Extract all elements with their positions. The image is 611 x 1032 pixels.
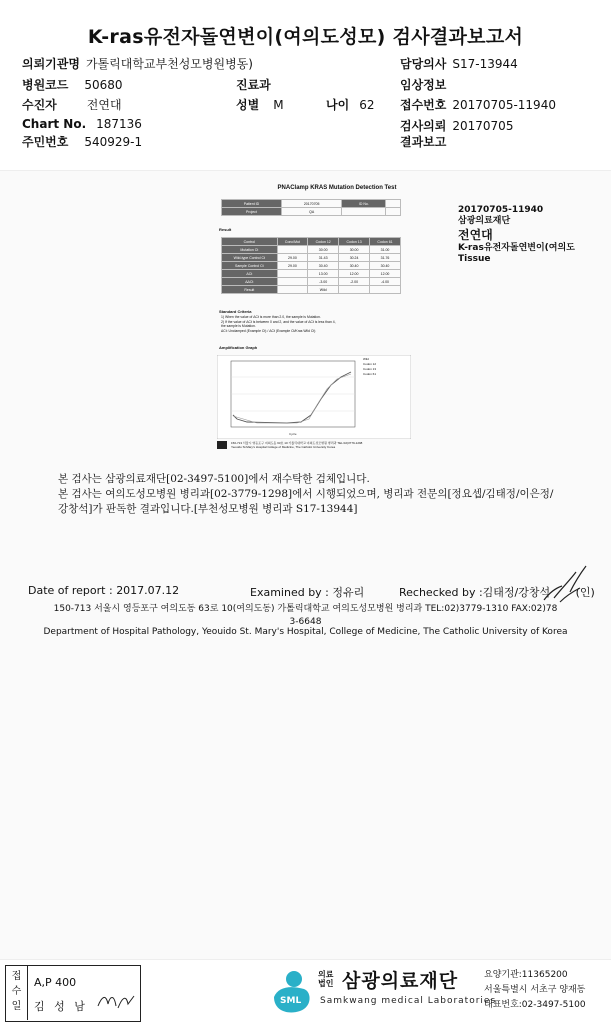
table-cell: 31.43 [308,254,339,262]
table-cell: 30.24 [339,254,370,262]
table-row [222,270,401,278]
brand-phone: 대표번호:02-3497-5100 [484,1000,586,1010]
table-cell: -3.00 [308,278,339,286]
table-row [222,200,401,208]
brand-info [484,968,586,1013]
remarks-line: 강창석]가 판독한 결과입니다.[부천성모병원 병리과 S17-13944] [58,503,358,515]
doctor-value: S17-13944 [452,57,518,71]
department-row [236,76,277,93]
remarks-line: 본 검사는 삼광의료재단[02-3497-5100]에서 재수탁한 검체입니다. [58,473,370,485]
legend-item: Codon 12 [363,362,377,366]
hospital-code-value: 50680 [84,78,123,92]
sex-value: M [273,98,284,112]
resident-label: 주민번호 [22,135,69,149]
doctor-label: 담당의사 [400,57,447,71]
rechecked-value: 김태정/강창석 [482,586,551,599]
recipient-label: 수진자 [22,98,57,112]
table-cell: 29.00 [277,262,308,270]
table-cell: 31.76 [370,254,401,262]
table-cell: Wild-type Control Ct [222,254,278,262]
table-cell: Control [222,238,278,246]
table-row [222,278,401,286]
scan-footer-line: 150-713 서울시 영등포구 여의도동 63호 10 가톨릭대학교 여의도성모병원 병리과 TEL:02)3779-1298 [231,441,363,445]
seal-text: (인) [575,586,595,599]
scan-standard-text [221,315,401,333]
brand-address: 서울특별시 서초구 양재동 [484,985,586,995]
signature-icon [540,562,590,606]
department-footer: Department of Hospital Pathology, Yeouido St. Mary's Hospital, College of Medicine, The Catholic University of Korea [43,627,568,637]
table-cell: 12.00 [339,270,370,278]
table-cell: Codon 61 [370,238,401,246]
table-cell [277,246,308,254]
table-cell: 30.00 [308,246,339,254]
table-cell [277,278,308,286]
table-cell: Project [222,208,282,216]
table-cell: 13.00 [308,270,339,278]
table-cell: ID No. [342,200,386,208]
scan-footer [231,441,411,449]
sex-label: 성별 [236,98,260,112]
receipt-stamp [5,965,141,1022]
table-cell: 29.00 [277,254,308,262]
brand-name: 삼광의료재단 [342,970,459,992]
remarks-paragraph [58,472,558,517]
table-row [222,246,401,254]
institution-row [22,55,253,72]
scan-standard-heading: Standard Criteria [219,309,252,314]
table-cell: ΔΔCt [222,278,278,286]
report-date [28,584,179,597]
age-value: 62 [359,98,375,112]
resident-value: 540929-1 [84,135,143,149]
table-cell: 31.00 [370,246,401,254]
sex-row [236,96,284,113]
stamp-test: K-ras유전자돌연변이(여의도 [458,243,575,253]
sml-logo-text: SML [280,996,302,1006]
table-cell: Sample Control Ct [222,262,278,270]
chart-label: Chart No. [22,117,87,131]
receipt-no-label: 접수번호 [400,98,447,112]
receipt-side-label [6,966,28,1020]
address-line: 150-713 서울시 영등포구 여의도동 63로 10(여의도동) 가톨릭대학교 여의도성모병원 병리과 TEL:02)3779-1310 FAX:02)78 [53,604,558,614]
examined-by [250,584,364,600]
age-row [326,96,374,113]
legend-item: Codon 13 [363,367,377,371]
table-row [222,262,401,270]
sample-label [458,205,575,265]
brand-english: Samkwang medical Laboratories [320,996,497,1006]
receipt-signature-icon [96,990,136,1012]
chart-value: 187136 [96,117,142,131]
table-row [222,238,401,246]
recipient-row [22,96,122,113]
stamp-name: 전연대 [458,228,493,242]
scan-amplification-heading: Amplification Graph [219,345,258,350]
legend-item: Wild [363,357,369,361]
table-cell: Wild [308,286,339,294]
result-report-row [400,133,446,150]
result-report-label: 결과보고 [400,135,447,149]
legend-item: Codon 61 [363,372,377,376]
table-cell: Conc/Mut [277,238,308,246]
table-cell [277,286,308,294]
graph-caption: Cycle [289,432,297,436]
table-cell: -2.00 [339,278,370,286]
report-title: K-ras유전자돌연변이(여의도성모) 검사결과보고서 [87,26,524,48]
brand-code: 요양기관:11365200 [484,970,568,980]
table-cell: ΔCt [222,270,278,278]
request-row [400,117,513,134]
receipt-name: 김 성 남 [34,1000,88,1013]
scan-result-heading: Result [219,227,232,232]
table-row [222,286,401,294]
table-cell: 12.00 [370,270,401,278]
chart-row [22,117,142,131]
receipt-side-text: 접수일 [11,971,22,1012]
rechecked-label: Rechecked by : [399,586,483,599]
clinical-label: 임상정보 [400,78,447,92]
table-cell: 30.40 [308,262,339,270]
table-cell: 30.40 [339,262,370,270]
table-cell: Result [222,286,278,294]
recipient-value: 전연대 [86,98,122,112]
standard-line: ΔCt: Unclamped (Example Ct) / ΔCt (Example Ct/Kras Wild Ct) [221,328,316,333]
table-cell: 30.40 [370,262,401,270]
table-cell: -4.00 [370,278,401,286]
department-label: 진료과 [236,78,271,92]
table-cell [386,208,401,216]
table-cell: Mutation Ct [222,246,278,254]
stamp-specimen: Tissue [458,254,491,264]
stamp-receipt: 20170705-11940 [458,205,544,215]
examined-value: 정유리 [332,586,365,599]
report-date-value: 2017.07.12 [116,584,180,597]
address-line: 3-6648 [289,617,322,627]
scan-head-table [221,199,401,216]
corp-label-line: 의료 [318,970,334,979]
sml-logo-icon [270,967,314,1017]
standard-line: 1) When the value of ΔCt is more than 2.0, the sample is Mutation. [221,315,321,319]
table-cell: 30.00 [339,246,370,254]
table-cell: QA [281,208,342,216]
institution-label: 의뢰기관명 [22,57,80,71]
amplification-graph [217,355,411,439]
table-cell: Codon 13 [339,238,370,246]
receipt-no-value: 20170705-11940 [452,98,556,112]
table-cell [386,200,401,208]
corp-label-line: 법인 [318,979,334,988]
table-cell [342,208,386,216]
clinical-row [400,76,452,93]
remarks-line: 본 검사는 여의도성모병원 병리과[02-3779-1298]에서 시행되었으며, 병리과 전문의[정요셉/김태정/이은정/ [58,488,554,500]
age-label: 나이 [326,98,350,112]
stamp-org: 삼광의료재단 [458,216,511,226]
graph-legend [363,357,376,377]
hospital-code-row [22,76,123,93]
receipt-no-row [400,96,556,113]
receipt-code: A,P 400 [34,976,77,989]
request-value: 20170705 [452,119,514,133]
table-row [222,254,401,262]
table-row [222,208,401,216]
request-label: 검사의뢰 [400,119,447,133]
doctor-row [400,55,518,72]
table-cell [370,286,401,294]
table-cell: Patient ID [222,200,282,208]
scan-result-table [221,237,401,294]
institution-value: 가톨릭대학교부천성모병원병동) [85,57,253,71]
resident-row [22,133,142,150]
examined-label: Examined by : [250,586,329,599]
standard-line: 2) If the value of ΔCt is between 0 and 2, and the value of ΔCt is less than 4, [221,319,336,324]
table-cell [277,270,308,278]
hospital-code-label: 병원코드 [22,78,69,92]
scanned-report [217,185,457,467]
scan-footer-line: Yeouido St.Mary's Hospital College of Medicine, The Catholic University Korea [231,445,336,449]
corp-label [318,970,333,988]
standard-line: the sample is Mutation. [221,324,256,328]
hospital-logo-icon [217,441,227,449]
hospital-address [0,603,611,629]
table-cell: Codon 12 [308,238,339,246]
table-cell [339,286,370,294]
table-cell: 20170705 [281,200,342,208]
report-date-label: Date of report : [28,584,113,597]
scan-title: PNAClamp KRAS Mutation Detection Test [277,185,397,191]
